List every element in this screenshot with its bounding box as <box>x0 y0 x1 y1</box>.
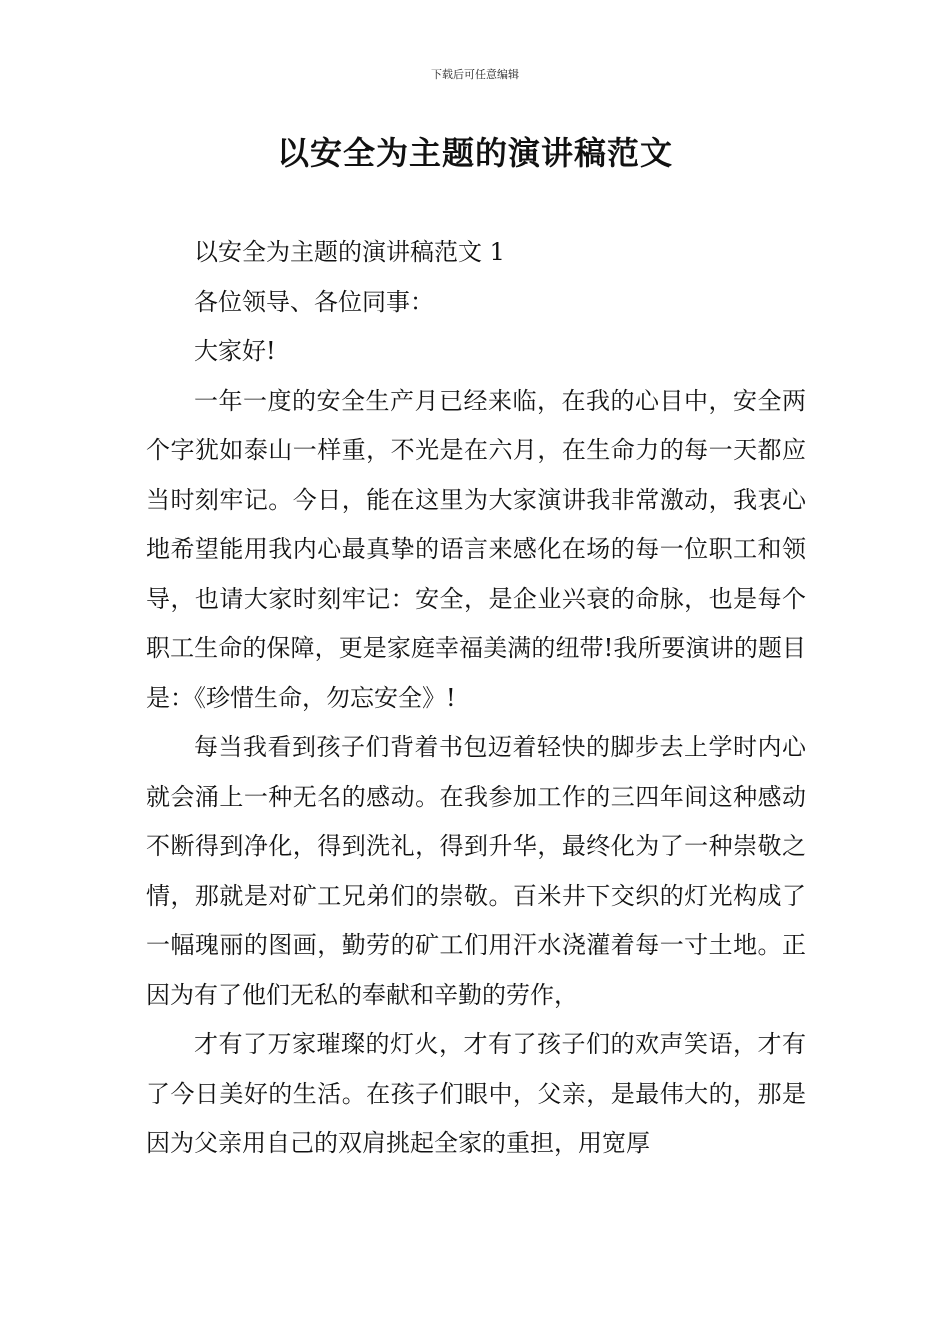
greeting: 大家好! <box>194 337 276 365</box>
paragraph: 每当我看到孩子们背着书包迈着轻快的脚步去上学时内心就会涌上一种无名的感动。在我参加工作的三四年间这种感动不断得到净化，得到洗礼，得到升华，最终化为了一种崇敬之情，那就是对矿工兄弟们的崇敬。百米井下交织的灯光构成了一幅瑰丽的图画，勤劳的矿工们用汗水浇灌着每一寸土地。正因为有了他们无私的奉献和辛勤的劳作， <box>146 733 806 1009</box>
header-note: 下载后可任意编辑 <box>431 68 519 81</box>
section-heading: 以安全为主题的演讲稿范文 1 <box>194 238 505 266</box>
document-body <box>146 228 806 1169</box>
salutation: 各位领导、各位同事： <box>194 287 434 316</box>
paragraph: 一年一度的安全生产月已经来临，在我的心目中，安全两个字犹如泰山一样重，不光是在六月，在生命力的每一天都应当时刻牢记。今日，能在这里为大家演讲我非常激动，我衷心地希望能用我内心最真挚的语言来感化在场的每一位职工和领导，也请大家时刻牢记：安全，是企业兴衰的命脉，也是每个职工生命的保障，更是家庭幸福美满的纽带!我所要演讲的题目是：《珍惜生命，勿忘安全》! <box>146 386 806 712</box>
document-title: 以安全为主题的演讲稿范文 <box>276 134 673 172</box>
paragraph: 才有了万家璀璨的灯火，才有了孩子们的欢声笑语，才有了今日美好的生活。在孩子们眼中，父亲，是最伟大的，那是因为父亲用自己的双肩挑起全家的重担，用宽厚 <box>146 1030 806 1157</box>
